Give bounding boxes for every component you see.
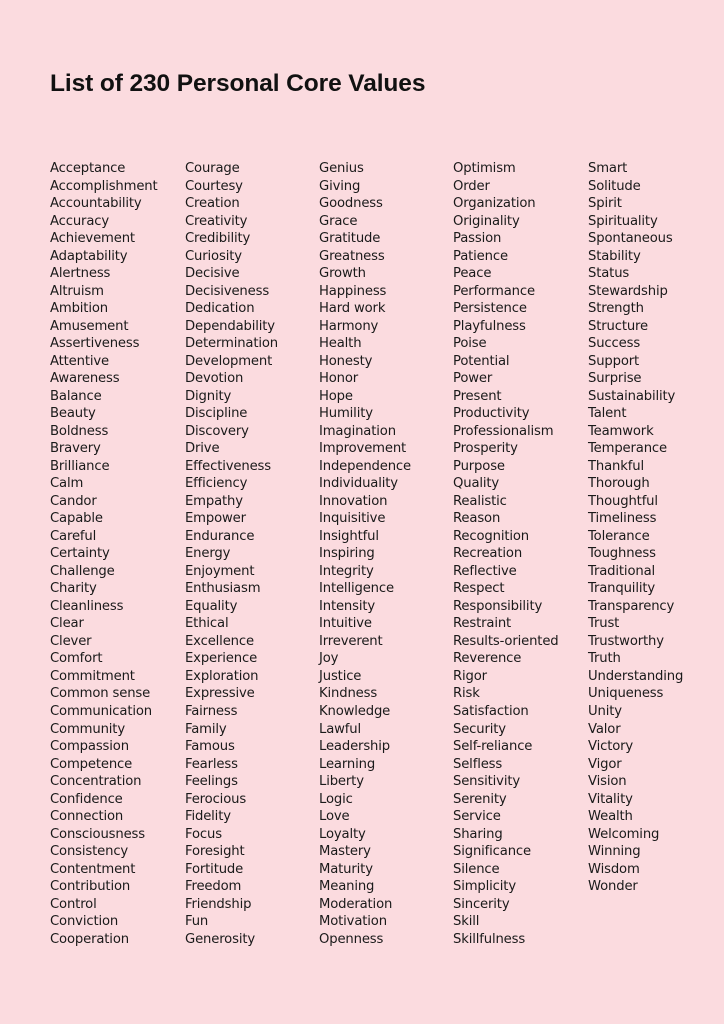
value-item: Ethical <box>185 616 229 632</box>
value-item: Success <box>588 336 641 352</box>
value-item: Boldness <box>50 423 109 439</box>
value-item: Recreation <box>453 546 523 562</box>
value-item: Potential <box>453 353 510 369</box>
value-item: Organization <box>453 196 536 212</box>
value-item: Inquisitive <box>319 511 386 527</box>
value-item: Credibility <box>185 231 251 247</box>
value-item: Consciousness <box>50 826 145 842</box>
value-item: Vision <box>588 774 627 790</box>
value-item: Dignity <box>185 388 232 404</box>
value-item: Adaptability <box>50 248 128 264</box>
value-item: Innovation <box>319 493 388 509</box>
values-column-5 <box>588 160 683 896</box>
value-item: Motivation <box>319 914 387 930</box>
value-item: Kindness <box>319 686 378 702</box>
value-item: Thorough <box>588 476 650 492</box>
value-item: Drive <box>185 441 220 457</box>
value-item: Honesty <box>319 353 373 369</box>
value-item: Skill <box>453 914 480 930</box>
value-item: Alertness <box>50 266 111 282</box>
value-item: Awareness <box>50 371 120 387</box>
value-item: Commitment <box>50 668 135 684</box>
value-item: Persistence <box>453 301 527 317</box>
value-item: Professionalism <box>453 423 554 439</box>
value-item: Equality <box>185 598 238 614</box>
value-item: Empower <box>185 511 246 527</box>
value-item: Restraint <box>453 616 512 632</box>
value-item: Efficiency <box>185 476 248 492</box>
value-item: Thoughtful <box>588 493 658 509</box>
value-item: Amusement <box>50 318 129 334</box>
value-item: Leadership <box>319 739 390 755</box>
value-item: Justice <box>319 668 362 684</box>
value-item: Bravery <box>50 441 101 457</box>
value-item: Common sense <box>50 686 151 702</box>
value-item: Fearless <box>185 756 238 772</box>
value-item: Status <box>588 266 630 282</box>
value-item: Family <box>185 721 227 737</box>
value-item: Fortitude <box>185 861 244 877</box>
value-item: Fairness <box>185 703 238 719</box>
value-item: Moderation <box>319 896 393 912</box>
value-item: Reverence <box>453 651 522 667</box>
value-item: Dedication <box>185 301 255 317</box>
value-item: Sharing <box>453 826 503 842</box>
value-item: Originality <box>453 213 520 229</box>
value-item: Integrity <box>319 563 374 579</box>
value-item: Expressive <box>185 686 255 702</box>
value-item: Exploration <box>185 668 259 684</box>
value-item: Sustainability <box>588 388 676 404</box>
value-item: Smart <box>588 161 628 176</box>
value-item: Irreverent <box>319 633 383 649</box>
value-item: Assertiveness <box>50 336 140 352</box>
value-item: Accountability <box>50 196 142 212</box>
value-item: Famous <box>185 739 235 755</box>
value-item: Careful <box>50 528 97 544</box>
value-item: Fidelity <box>185 809 231 825</box>
value-item: Individuality <box>319 476 398 492</box>
value-item: Effectiveness <box>185 458 271 474</box>
value-item: Surprise <box>588 371 642 387</box>
value-item: Empathy <box>185 493 243 509</box>
value-item: Toughness <box>588 546 656 562</box>
value-item: Thankful <box>588 458 644 474</box>
value-item: Logic <box>319 791 353 807</box>
value-item: Health <box>319 336 362 352</box>
value-item: Reason <box>453 511 501 527</box>
value-item: Accomplishment <box>50 178 158 194</box>
value-item: Candor <box>50 493 97 509</box>
page-title: List of 230 Personal Core Values <box>50 70 426 97</box>
value-item: Grace <box>319 213 358 229</box>
value-item: Creativity <box>185 213 248 229</box>
value-item: Tolerance <box>588 528 650 544</box>
value-item: Enjoyment <box>185 563 255 579</box>
value-item: Spontaneous <box>588 231 673 247</box>
value-item: Prosperity <box>453 441 518 457</box>
value-item: Achievement <box>50 231 135 247</box>
value-item: Enthusiasm <box>185 581 261 597</box>
value-item: Happiness <box>319 283 387 299</box>
value-item: Compassion <box>50 739 129 755</box>
value-item: Experience <box>185 651 258 667</box>
value-item: Decisiveness <box>185 283 270 299</box>
value-item: Greatness <box>319 248 385 264</box>
value-item: Clear <box>50 616 84 632</box>
value-item: Unity <box>588 703 622 719</box>
value-item: Order <box>453 178 490 194</box>
value-item: Challenge <box>50 563 115 579</box>
value-item: Genius <box>319 161 364 176</box>
value-item: Discipline <box>185 406 248 422</box>
value-item: Fun <box>185 914 209 930</box>
value-item: Lawful <box>319 721 361 737</box>
value-item: Sensitivity <box>453 774 521 790</box>
value-item: Serenity <box>453 791 507 807</box>
value-item: Independence <box>319 458 411 474</box>
value-item: Hope <box>319 388 353 404</box>
value-item: Spirit <box>588 196 622 212</box>
value-item: Strength <box>588 301 644 317</box>
value-item: Excellence <box>185 633 254 649</box>
value-item: Dependability <box>185 318 275 334</box>
value-item: Acceptance <box>50 161 126 176</box>
value-item: Attentive <box>50 353 110 369</box>
value-item: Brilliance <box>50 458 110 474</box>
value-item: Talent <box>588 406 627 422</box>
value-item: Solitude <box>588 178 641 194</box>
value-item: Clever <box>50 633 92 649</box>
value-item: Performance <box>453 283 535 299</box>
value-item: Insightful <box>319 528 379 544</box>
value-item: Contentment <box>50 861 136 877</box>
value-item: Goodness <box>319 196 383 212</box>
value-item: Timeliness <box>588 511 657 527</box>
values-column-1 <box>50 160 158 948</box>
value-item: Community <box>50 721 125 737</box>
value-item: Productivity <box>453 406 530 422</box>
value-item: Patience <box>453 248 508 264</box>
value-item: Understanding <box>588 668 684 684</box>
value-item: Power <box>453 371 493 387</box>
value-item: Victory <box>588 739 634 755</box>
value-item: Calm <box>50 476 84 492</box>
value-item: Trust <box>588 616 620 632</box>
value-item: Competence <box>50 756 133 772</box>
value-item: Winning <box>588 844 641 860</box>
value-item: Risk <box>453 686 480 702</box>
value-item: Freedom <box>185 879 242 895</box>
value-item: Rigor <box>453 668 487 684</box>
value-item: Contribution <box>50 879 131 895</box>
value-item: Balance <box>50 388 102 404</box>
value-item: Poise <box>453 336 487 352</box>
value-item: Improvement <box>319 441 407 457</box>
value-item: Curiosity <box>185 248 242 264</box>
value-item: Honor <box>319 371 359 387</box>
value-item: Respect <box>453 581 505 597</box>
value-item: Charity <box>50 581 97 597</box>
value-item: Endurance <box>185 528 255 544</box>
value-item: Concentration <box>50 774 142 790</box>
value-item: Wealth <box>588 809 633 825</box>
value-item: Meaning <box>319 879 375 895</box>
value-item: Peace <box>453 266 492 282</box>
value-item: Devotion <box>185 371 244 387</box>
value-item: Trustworthy <box>588 633 664 649</box>
value-item: Traditional <box>588 563 656 579</box>
value-item: Control <box>50 896 97 912</box>
value-item: Welcoming <box>588 826 660 842</box>
value-item: Satisfaction <box>453 703 529 719</box>
value-item: Silence <box>453 861 500 877</box>
value-item: Self-reliance <box>453 739 533 755</box>
value-item: Humility <box>319 406 373 422</box>
value-item: Skillfulness <box>453 931 526 947</box>
value-item: Valor <box>588 721 621 737</box>
value-item: Maturity <box>319 861 373 877</box>
value-item: Liberty <box>319 774 364 790</box>
value-item: Consistency <box>50 844 129 860</box>
value-item: Courage <box>185 161 240 176</box>
value-item: Harmony <box>319 318 379 334</box>
value-item: Knowledge <box>319 703 391 719</box>
value-item: Hard work <box>319 301 386 317</box>
value-item: Accuracy <box>50 213 110 229</box>
value-item: Loyalty <box>319 826 366 842</box>
value-item: Truth <box>588 651 621 667</box>
value-item: Results-oriented <box>453 633 559 649</box>
value-item: Learning <box>319 756 376 772</box>
value-item: Optimism <box>453 161 516 176</box>
value-item: Growth <box>319 266 366 282</box>
value-item: Structure <box>588 318 648 334</box>
value-item: Foresight <box>185 844 245 860</box>
value-item: Tranquility <box>588 581 656 597</box>
value-item: Transparency <box>588 598 675 614</box>
value-item: Purpose <box>453 458 505 474</box>
value-item: Creation <box>185 196 240 212</box>
value-item: Focus <box>185 826 222 842</box>
value-item: Openness <box>319 931 384 947</box>
value-item: Cooperation <box>50 931 129 947</box>
value-item: Confidence <box>50 791 123 807</box>
value-item: Passion <box>453 231 502 247</box>
value-item: Friendship <box>185 896 252 912</box>
value-item: Wisdom <box>588 861 640 877</box>
value-item: Sincerity <box>453 896 510 912</box>
value-item: Decisive <box>185 266 240 282</box>
value-item: Intensity <box>319 598 376 614</box>
value-item: Determination <box>185 336 279 352</box>
value-item: Giving <box>319 178 361 194</box>
value-item: Certainty <box>50 546 110 562</box>
value-item: Love <box>319 809 350 825</box>
value-item: Ferocious <box>185 791 247 807</box>
values-column-2 <box>185 160 278 948</box>
value-item: Service <box>453 809 501 825</box>
value-item: Playfulness <box>453 318 526 334</box>
values-column-4 <box>453 160 559 948</box>
value-item: Mastery <box>319 844 371 860</box>
value-item: Realistic <box>453 493 507 509</box>
value-item: Present <box>453 388 502 404</box>
value-item: Security <box>453 721 506 737</box>
value-item: Connection <box>50 809 124 825</box>
value-item: Quality <box>453 476 500 492</box>
value-item: Reflective <box>453 563 517 579</box>
value-item: Intuitive <box>319 616 372 632</box>
value-item: Support <box>588 353 640 369</box>
value-item: Development <box>185 353 273 369</box>
value-item: Beauty <box>50 406 96 422</box>
value-item: Selfless <box>453 756 503 772</box>
value-item: Generosity <box>185 931 256 947</box>
value-item: Wonder <box>588 879 638 895</box>
value-item: Significance <box>453 844 531 860</box>
value-item: Recognition <box>453 528 530 544</box>
value-item: Capable <box>50 511 103 527</box>
value-item: Uniqueness <box>588 686 664 702</box>
value-item: Gratitude <box>319 231 381 247</box>
values-column-3 <box>319 160 411 948</box>
value-item: Temperance <box>588 441 667 457</box>
value-item: Feelings <box>185 774 238 790</box>
value-item: Simplicity <box>453 879 516 895</box>
value-item: Conviction <box>50 914 119 930</box>
value-item: Cleanliness <box>50 598 124 614</box>
value-item: Energy <box>185 546 231 562</box>
value-item: Vitality <box>588 791 633 807</box>
value-item: Discovery <box>185 423 249 439</box>
value-item: Stability <box>588 248 641 264</box>
value-item: Imagination <box>319 423 396 439</box>
value-item: Responsibility <box>453 598 543 614</box>
value-item: Teamwork <box>588 423 654 439</box>
value-item: Vigor <box>588 756 622 772</box>
value-item: Stewardship <box>588 283 668 299</box>
value-item: Courtesy <box>185 178 243 194</box>
value-item: Altruism <box>50 283 104 299</box>
value-item: Inspiring <box>319 546 375 562</box>
value-item: Ambition <box>50 301 108 317</box>
value-item: Joy <box>319 651 339 667</box>
value-item: Spirituality <box>588 213 658 229</box>
value-item: Comfort <box>50 651 103 667</box>
value-item: Communication <box>50 703 152 719</box>
value-item: Intelligence <box>319 581 394 597</box>
